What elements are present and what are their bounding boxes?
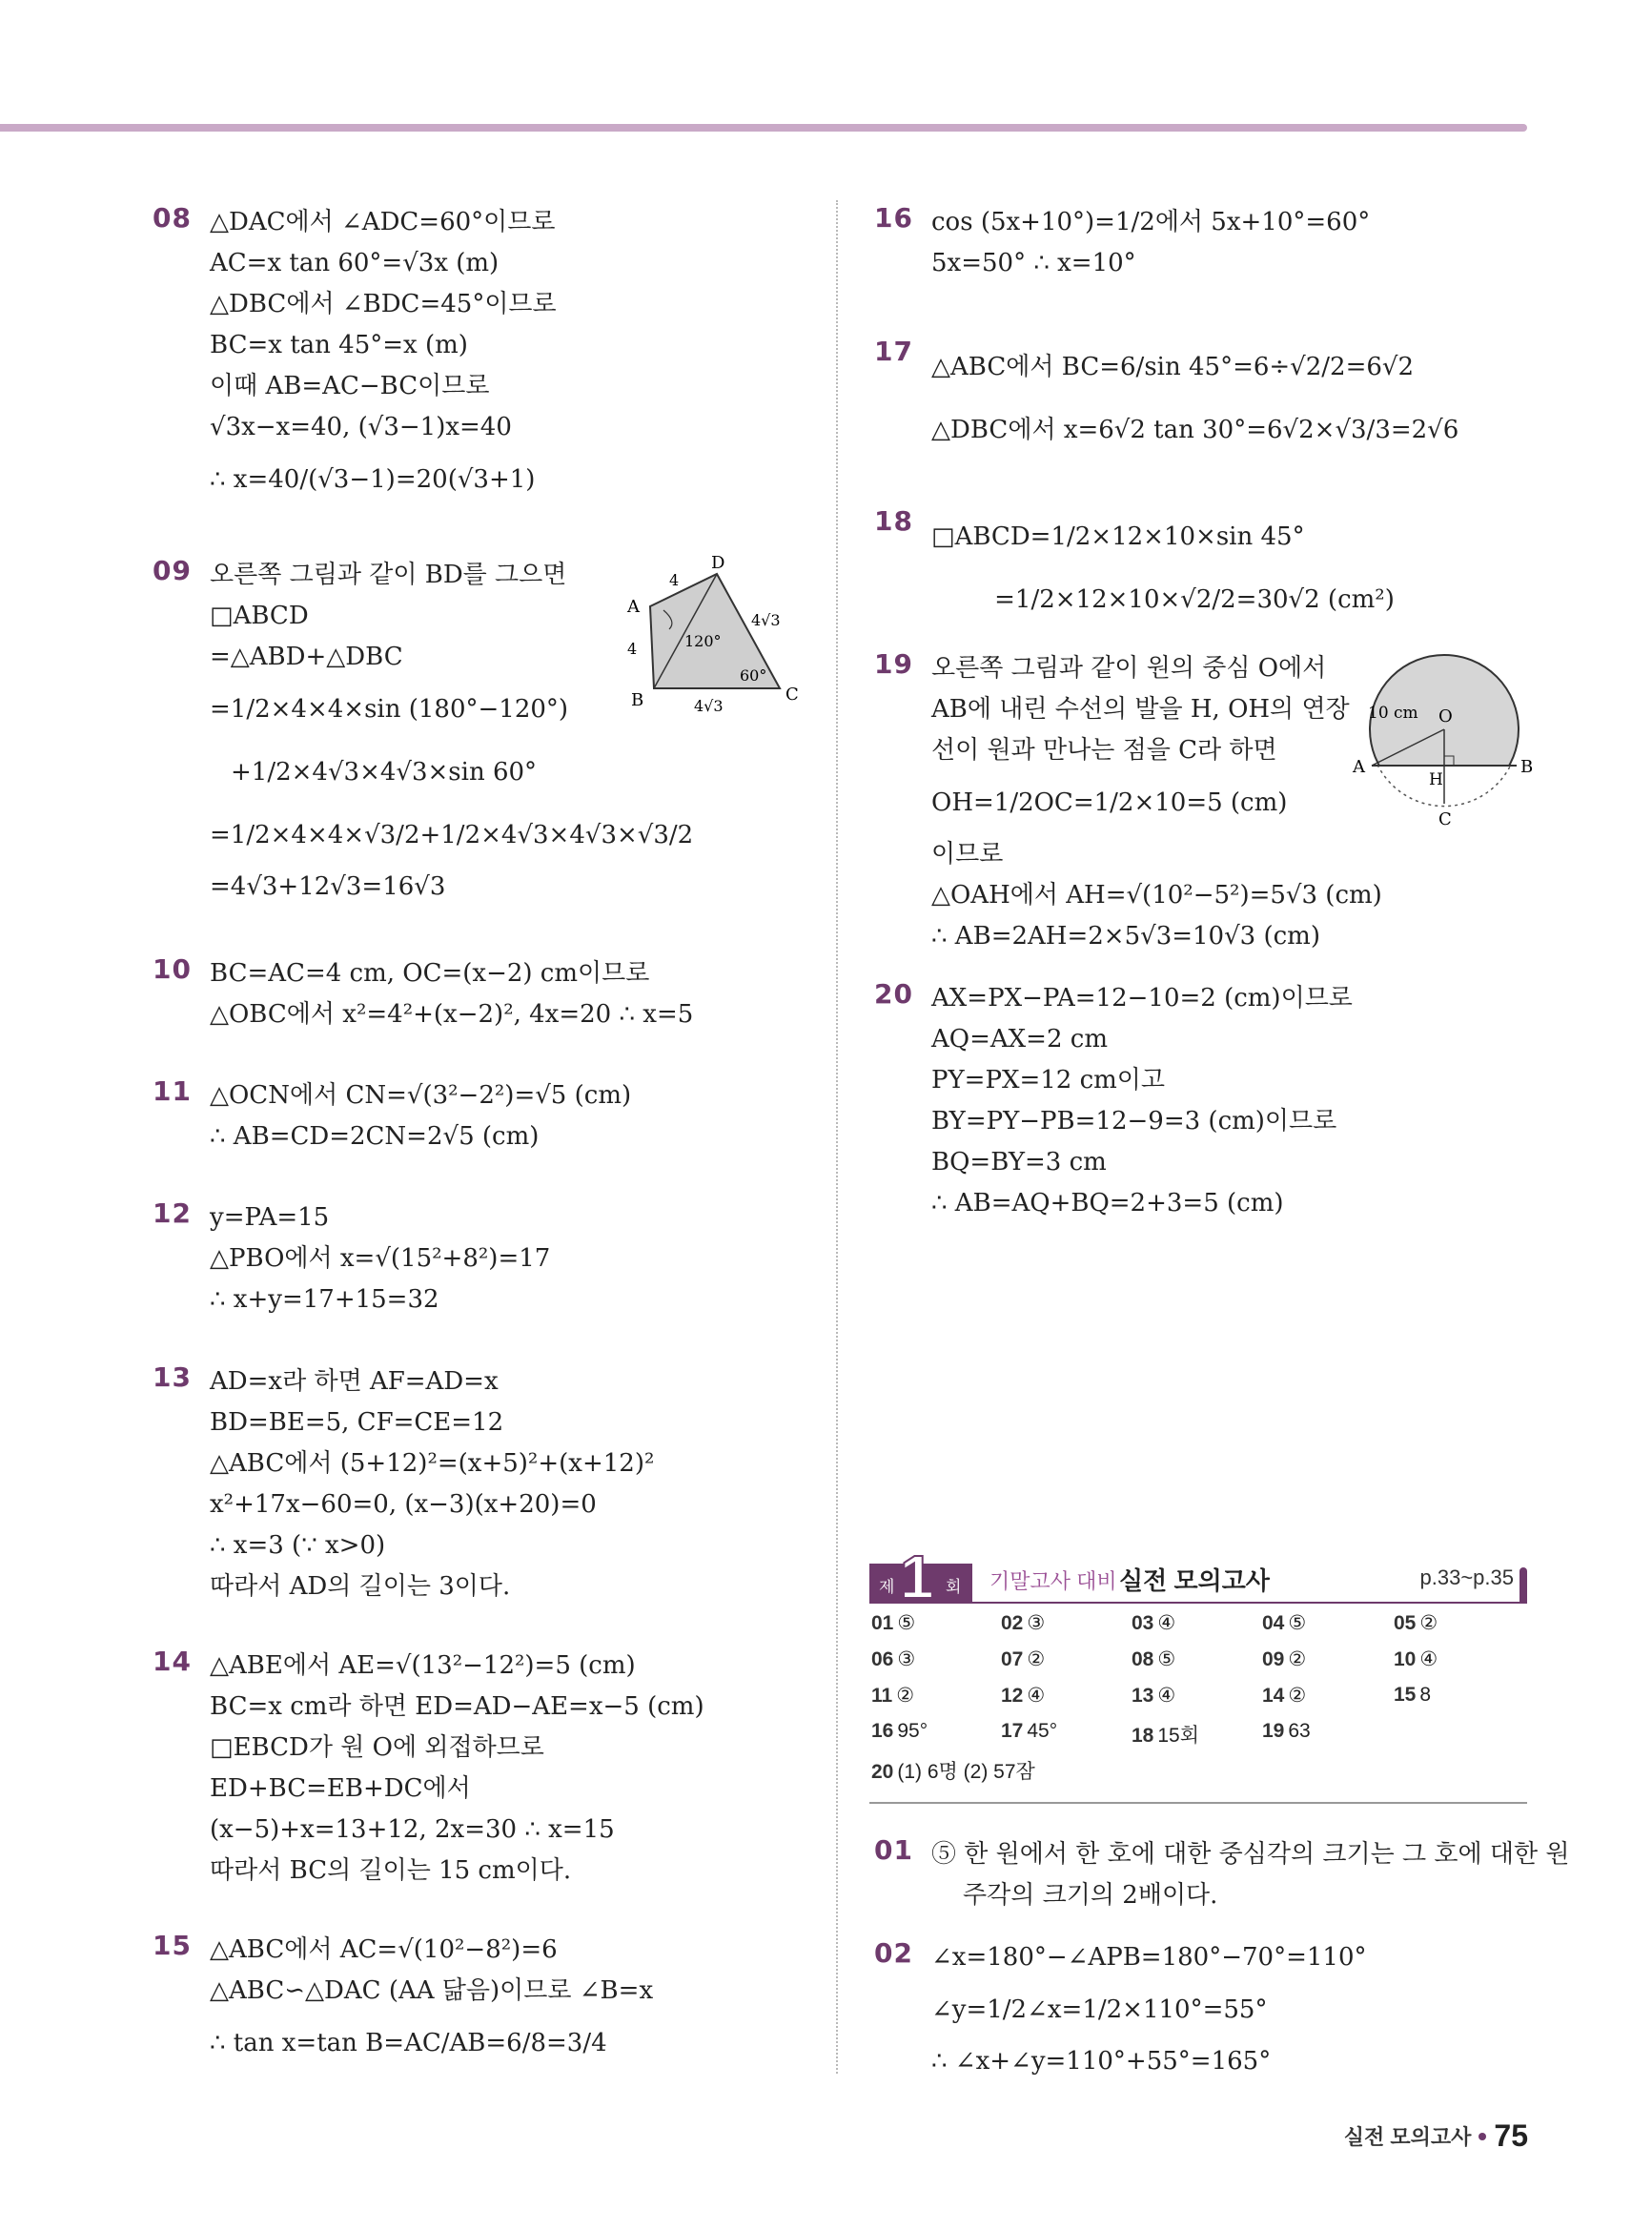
answer-key-header [869, 1543, 1527, 1604]
solution-line: △OAH에서 AH=√(10²−5²)=5√3 (cm) [931, 881, 1382, 910]
label-radius: 10 cm [1368, 704, 1418, 723]
label-b: B [1520, 757, 1534, 777]
answer-item [1394, 1684, 1431, 1707]
solution-line: 이므로 [931, 840, 1004, 869]
answer-num: 06 [871, 1648, 894, 1670]
label-a: A [627, 597, 640, 617]
solution-line: □EBCD가 원 O에 외접하므로 [210, 1733, 544, 1762]
answer-num: 19 [1262, 1720, 1285, 1742]
answer-key-pages: p.33~p.35 [1419, 1565, 1514, 1589]
solution-line: △PBO에서 x=√(15²+8²)=17 [210, 1244, 551, 1273]
answer-value: ② [1419, 1612, 1438, 1634]
solution-line: =△ABD+△DBC [210, 643, 403, 671]
problem-number: 02 [874, 1937, 913, 1969]
solution-line: ∴ ∠x+∠y=110°+55°=165° [931, 2047, 1272, 2076]
answer-item [871, 1611, 915, 1635]
solution-line: 5x=50° ∴ x=10° [931, 249, 1136, 277]
footer-section-label: 실전 모의고사 [1343, 2125, 1472, 2149]
session-badge [869, 1543, 972, 1602]
label-ab-length: 4 [627, 640, 638, 658]
answer-key-title: 실전 모의고사 [1119, 1566, 1270, 1595]
answer-num: 07 [1001, 1648, 1024, 1670]
solution-line: =1/2×4×4×√3/2+1/2×4√3×4√3×√3/2 [210, 821, 694, 849]
problem-number: 19 [874, 648, 913, 680]
solution-line: AD=x라 하면 AF=AD=x [210, 1367, 499, 1396]
problem-number: 13 [153, 1361, 192, 1393]
problem-number: 11 [153, 1075, 192, 1107]
solution-line: BY=PY−PB=12−9=3 (cm)이므로 [931, 1107, 1337, 1135]
solution-line: □ABCD=1/2×12×10×sin 45° [931, 522, 1305, 551]
problem-number: 18 [874, 505, 913, 537]
answer-item [1262, 1720, 1311, 1743]
answer-key-bottom-rule [869, 1802, 1527, 1804]
answer-value: 63 [1288, 1720, 1311, 1742]
answer-num: 10 [1394, 1648, 1417, 1670]
answer-key-series: 기말고사 대비 [989, 1569, 1117, 1593]
answer-item [1001, 1611, 1045, 1635]
answer-num: 08 [1132, 1648, 1154, 1670]
answer-item [871, 1756, 1035, 1785]
problem-number: 12 [153, 1197, 192, 1229]
solution-line: ∴ AB=AQ+BQ=2+3=5 (cm) [931, 1189, 1284, 1217]
header-corner-tab [1519, 1567, 1527, 1602]
column-divider [836, 200, 838, 2074]
label-angle-60: 60° [740, 666, 767, 685]
solution-line: BD=BE=5, CF=CE=12 [210, 1408, 504, 1437]
solution-line: ⑤ 한 원에서 한 호에 대한 중심각의 크기는 그 호에 대한 원 [931, 1840, 1570, 1869]
answer-value: 45° [1027, 1720, 1058, 1742]
solution-line: cos (5x+10°)=1/2에서 5x+10°=60° [931, 208, 1371, 236]
answer-num: 01 [871, 1612, 894, 1634]
answer-value: 15회 [1157, 1725, 1200, 1747]
answer-item [1394, 1647, 1438, 1671]
solution-line: 오른쪽 그림과 같이 원의 중심 O에서 [931, 654, 1327, 683]
answer-item [1262, 1647, 1306, 1671]
answer-num: 14 [1262, 1685, 1285, 1707]
answer-item [871, 1720, 928, 1743]
label-o: O [1438, 706, 1453, 726]
solution-line: AX=PX−PA=12−10=2 (cm)이므로 [931, 984, 1353, 1013]
answer-item [1132, 1647, 1175, 1671]
top-accent-bar [0, 124, 1527, 132]
solution-line: x²+17x−60=0, (x−3)(x+20)=0 [210, 1490, 597, 1519]
solution-line: y=PA=15 [210, 1203, 330, 1232]
solution-line: △ABE에서 AE=√(13²−12²)=5 (cm) [210, 1651, 636, 1680]
solution-line: △DAC에서 ∠ADC=60°이므로 [210, 208, 556, 236]
label-h: H [1429, 770, 1443, 789]
answer-value: 8 [1419, 1684, 1432, 1706]
solution-line: 이때 AB=AC−BC이므로 [210, 372, 490, 400]
answer-item [1132, 1611, 1175, 1635]
solution-line: BC=x tan 45°=x (m) [210, 331, 468, 359]
solution-line: √3x−x=40, (√3−1)x=40 [210, 413, 512, 441]
solution-line: AC=x tan 60°=√3x (m) [210, 249, 500, 277]
answer-value: 95° [897, 1720, 928, 1742]
problem-number: 17 [874, 336, 913, 367]
answer-item [1001, 1684, 1045, 1708]
answer-item [1394, 1611, 1438, 1635]
answer-value: ⑤ [1288, 1612, 1307, 1634]
answer-value: ④ [1157, 1612, 1176, 1634]
solution-line: =1/2×4×4×sin (180°−120°) [210, 695, 569, 724]
label-bc-length: 4√3 [694, 697, 724, 715]
solution-line: PY=PX=12 cm이고 [931, 1066, 1166, 1095]
answer-key-box [869, 1543, 1527, 1804]
badge-top: 제 [879, 1578, 895, 1597]
solution-line: ∴ tan x=tan B=AC/AB=6/8=3/4 [210, 2029, 607, 2057]
answer-item [1132, 1720, 1199, 1749]
answer-value: ③ [1027, 1612, 1046, 1634]
solution-line: BQ=BY=3 cm [931, 1148, 1107, 1176]
solution-line: ∴ x=3 (∵ x>0) [210, 1531, 386, 1560]
label-ad-length: 4 [669, 571, 680, 589]
problem-number: 09 [153, 555, 192, 586]
solution-line: AB에 내린 수선의 발을 H, OH의 연장 [931, 695, 1350, 724]
page-footer [1344, 2118, 1528, 2154]
answer-num: 16 [871, 1720, 894, 1742]
answer-value: ④ [1419, 1648, 1438, 1670]
answer-item [1001, 1720, 1057, 1743]
answer-value: ② [1027, 1648, 1046, 1670]
label-angle-120: 120° [684, 632, 722, 650]
answer-num: 12 [1001, 1685, 1024, 1707]
circle-figure-19 [1349, 653, 1540, 834]
solution-line: BC=AC=4 cm, OC=(x−2) cm이므로 [210, 959, 650, 988]
solution-line: 주각의 크기의 2배이다. [931, 1881, 1218, 1910]
problem-number: 14 [153, 1646, 192, 1677]
answer-num: 17 [1001, 1720, 1024, 1742]
answer-value: ② [896, 1685, 915, 1707]
answer-num: 18 [1132, 1725, 1154, 1747]
answer-num: 05 [1394, 1612, 1417, 1634]
solution-line: ∴ x+y=17+15=32 [210, 1285, 439, 1314]
solution-line: ∴ AB=2AH=2×5√3=10√3 (cm) [931, 922, 1320, 951]
answer-num: 02 [1001, 1612, 1024, 1634]
quadrilateral-figure-09 [610, 553, 810, 720]
solution-line: +1/2×4√3×4√3×sin 60° [231, 758, 538, 787]
solution-line: OH=1/2OC=1/2×10=5 (cm) [931, 788, 1288, 817]
solution-line: □ABCD [210, 602, 309, 630]
label-b: B [631, 690, 644, 710]
answer-num: 13 [1132, 1685, 1154, 1707]
problem-number: 15 [153, 1930, 192, 1961]
answer-item [1132, 1684, 1175, 1708]
solution-line: ∴ AB=CD=2CN=2√5 (cm) [210, 1122, 540, 1151]
answer-num: 03 [1132, 1612, 1154, 1634]
answer-grid [869, 1604, 1527, 1804]
answer-item [871, 1647, 915, 1671]
solution-line: ED+BC=EB+DC에서 [210, 1774, 471, 1803]
solution-line: △ABC에서 (5+12)²=(x+5)²+(x+12)² [210, 1449, 655, 1478]
badge-number: 1 [900, 1543, 934, 1602]
answer-value: ② [1288, 1685, 1307, 1707]
solution-line: AQ=AX=2 cm [931, 1025, 1108, 1054]
answer-value: ③ [897, 1648, 916, 1670]
label-c: C [1438, 809, 1452, 829]
answer-value: (1) 6명 (2) 57잠 [897, 1761, 1035, 1783]
answer-value: ⑤ [897, 1612, 916, 1634]
problem-number: 16 [874, 202, 913, 234]
footer-dot [1479, 2133, 1486, 2140]
answer-num: 09 [1262, 1648, 1285, 1670]
solution-line: △DBC에서 x=6√2 tan 30°=6√2×√3/3=2√6 [931, 416, 1459, 444]
problem-number: 08 [153, 202, 192, 234]
solution-line: 오른쪽 그림과 같이 BD를 그으면 [210, 561, 567, 589]
solution-line: 따라서 AD의 길이는 3이다. [210, 1572, 511, 1601]
answer-num: 11 [871, 1685, 893, 1707]
solution-line: =4√3+12√3=16√3 [210, 872, 446, 901]
problem-number: 01 [874, 1834, 913, 1866]
solution-line: (x−5)+x=13+12, 2x=30 ∴ x=15 [210, 1815, 615, 1844]
solution-line: △ABC∽△DAC (AA 닮음)이므로 ∠B=x [210, 1976, 654, 2005]
label-d: D [711, 553, 725, 573]
solution-line: △OCN에서 CN=√(3²−2²)=√5 (cm) [210, 1081, 632, 1110]
label-c: C [785, 685, 799, 705]
page-number: 75 [1494, 2118, 1528, 2153]
solution-line: 선이 원과 만나는 점을 C라 하면 [931, 736, 1277, 765]
label-a: A [1353, 757, 1365, 777]
answer-item [871, 1684, 914, 1708]
answer-value: ⑤ [1157, 1648, 1176, 1670]
answer-value: ④ [1157, 1685, 1176, 1707]
solution-line: ∠y=1/2∠x=1/2×110°=55° [931, 1995, 1268, 2024]
solution-line: △ABC에서 BC=6/sin 45°=6÷√2/2=6√2 [931, 353, 1415, 381]
solution-line: △OBC에서 x²=4²+(x−2)², 4x=20 ∴ x=5 [210, 1000, 694, 1029]
answer-item [1262, 1684, 1306, 1708]
solution-line: 따라서 BC의 길이는 15 cm이다. [210, 1856, 572, 1885]
label-dc-length: 4√3 [751, 611, 781, 629]
answer-item [1001, 1647, 1045, 1671]
solution-line: △DBC에서 ∠BDC=45°이므로 [210, 290, 557, 318]
badge-bottom: 회 [946, 1578, 962, 1597]
answer-item [1262, 1611, 1306, 1635]
answer-num: 15 [1394, 1684, 1417, 1706]
answer-num: 20 [871, 1761, 894, 1783]
answer-value: ④ [1027, 1685, 1046, 1707]
solution-line: BC=x cm라 하면 ED=AD−AE=x−5 (cm) [210, 1692, 704, 1721]
answer-value: ② [1288, 1648, 1307, 1670]
solution-line: △ABC에서 AC=√(10²−8²)=6 [210, 1935, 558, 1964]
problem-number: 10 [153, 953, 192, 985]
solution-line: ∠x=180°−∠APB=180°−70°=110° [931, 1943, 1367, 1972]
solution-line: =1/2×12×10×√2/2=30√2 (cm²) [931, 585, 1395, 614]
problem-number: 20 [874, 978, 913, 1010]
solution-line: ∴ x=40/(√3−1)=20(√3+1) [210, 465, 536, 494]
answer-num: 04 [1262, 1612, 1285, 1634]
